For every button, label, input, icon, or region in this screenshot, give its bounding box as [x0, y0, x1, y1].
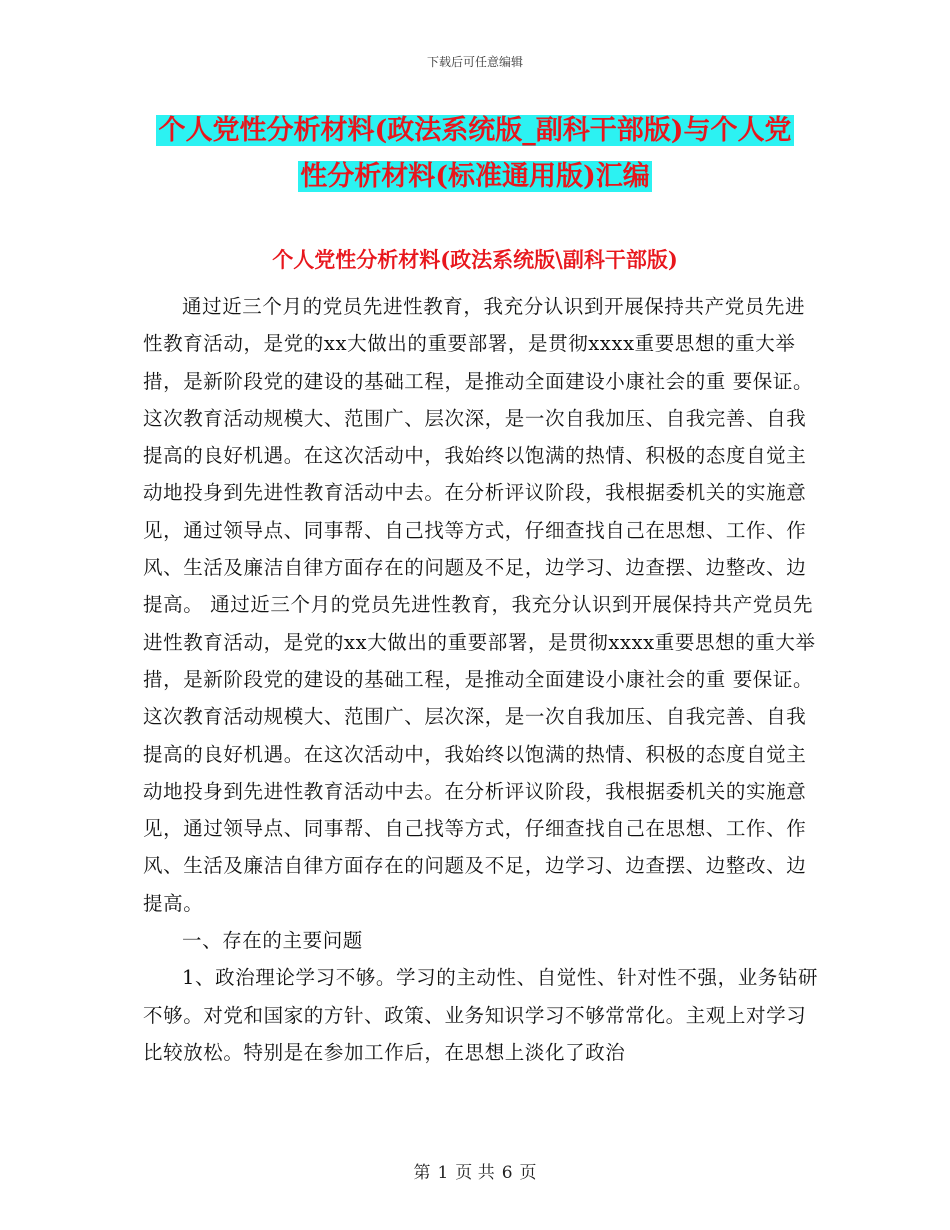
section-heading-problems: 一、存在的主要问题 — [182, 929, 363, 953]
header-note: 下载后可任意编辑 — [426, 55, 523, 69]
document-title-line-2: 性分析材料(标准通用版)汇编 — [300, 161, 650, 192]
total-page-count: 6 — [501, 1163, 513, 1183]
footer-suffix: 页 — [519, 1163, 537, 1183]
document-body — [143, 288, 823, 1071]
footer-middle: 页 共 — [455, 1163, 495, 1183]
body-paragraph-1: 通过近三个月的党员先进性教育，我充分认识到开展保持共产党员先进性教育活动，是党的xx大做出的重要部署，是贯彻xxxx重要思想的重大举措，是新阶段党的建设的基础工程，是推动全面建设小康社会的重 要保证。这次教育活动规模大、范围广、层次深，是一次自我加压、自我完善、自我提高的良好机遇。在这次活动中，我始终以饱满的热情、积极的态度自觉主动地投身到先进性教育活动中去。在分析评议阶段，我根据委机关的实施意见，通过领导点、同事帮、自己找等方式，仔细查找自己在思想、工作、作风、生活及廉洁自律方面存在的问题及不足，边学习、边查摆、边整改、边提高。 通过近三个月的党员先进性教育，我充分认识到开展保持共产党员先进性教育活动，是党的xx大做出的重要部署，是贯彻xxxx重要思想的重大举措，是新阶段党的建设的基础工程，是推动全面建设小康社会的重 要保证。这次教育活动规模大、范围广、层次深，是一次自我加压、自我完善、自我提高的良好机遇。在这次活动中，我始终以饱满的热情、积极的态度自觉主动地投身到先进性教育活动中去。在分析评议阶段，我根据委机关的实施意见，通过领导点、同事帮、自己找等方式，仔细查找自己在思想、工作、作风、生活及廉洁自律方面存在的问题及不足，边学习、边查摆、边整改、边提高。 — [143, 295, 816, 915]
document-title — [0, 108, 950, 200]
current-page-number: 1 — [437, 1163, 449, 1183]
page-footer — [0, 1158, 950, 1183]
section-title: 个人党性分析材料(政法系统版\副科干部版) — [272, 247, 678, 272]
document-title-line-1: 个人党性分析材料(政法系统版_副科干部版)与个人党 — [158, 115, 792, 146]
footer-prefix: 第 — [413, 1163, 431, 1183]
body-paragraph-2: 1、政治理论学习不够。学习的主动性、自觉性、针对性不强，业务钻研不够。对党和国家的方针、政策、业务知识学习不够常常化。主观上对学习比较放松。特别是在参加工作后，在思想上淡化了政治 — [143, 966, 819, 1064]
